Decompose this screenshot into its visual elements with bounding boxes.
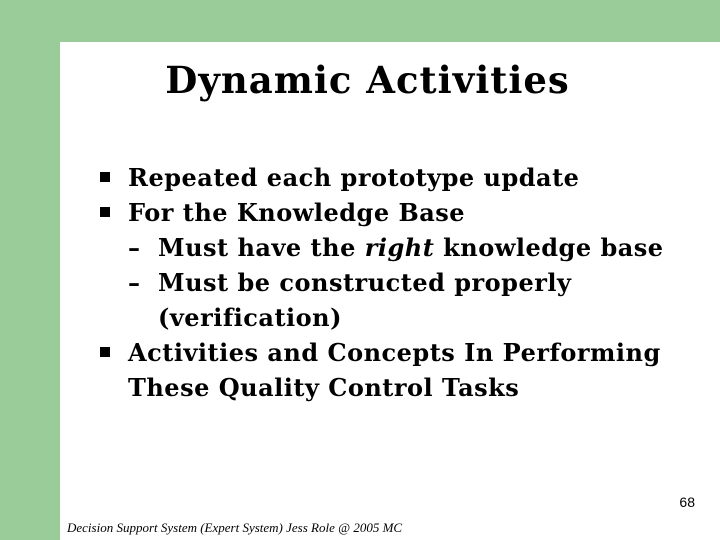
bullet-item — [100, 335, 680, 405]
slide-content — [100, 160, 680, 405]
page-number: 68 — [679, 494, 695, 510]
dash-marker: – — [128, 233, 141, 262]
sub-bullet-text: Must be constructed properly (verification) — [158, 268, 572, 332]
footer-text: Decision Support System (Expert System) Jess Role @ 2005 MC — [67, 520, 403, 535]
bullet-item — [100, 195, 680, 230]
square-bullet-icon — [100, 347, 110, 357]
dash-marker: – — [128, 268, 141, 297]
bullet-text: Repeated each prototype update — [128, 163, 580, 192]
square-bullet-icon — [100, 172, 110, 182]
sub-bullet-text-end: knowledge base — [434, 233, 664, 262]
bullet-item — [100, 160, 680, 195]
bullet-text: Activities and Concepts In Performing These Quality Control Tasks — [128, 338, 661, 402]
top-border-band — [0, 0, 720, 42]
sub-bullet-item — [100, 230, 680, 265]
emphasis-word: right — [364, 233, 435, 262]
sub-bullet-item — [100, 265, 680, 335]
sub-bullet-text-start: Must have the — [158, 233, 365, 262]
bullet-text: For the Knowledge Base — [128, 198, 466, 227]
slide-title: Dynamic Activities — [165, 58, 570, 102]
left-border-band — [0, 0, 60, 540]
square-bullet-icon — [100, 207, 110, 217]
